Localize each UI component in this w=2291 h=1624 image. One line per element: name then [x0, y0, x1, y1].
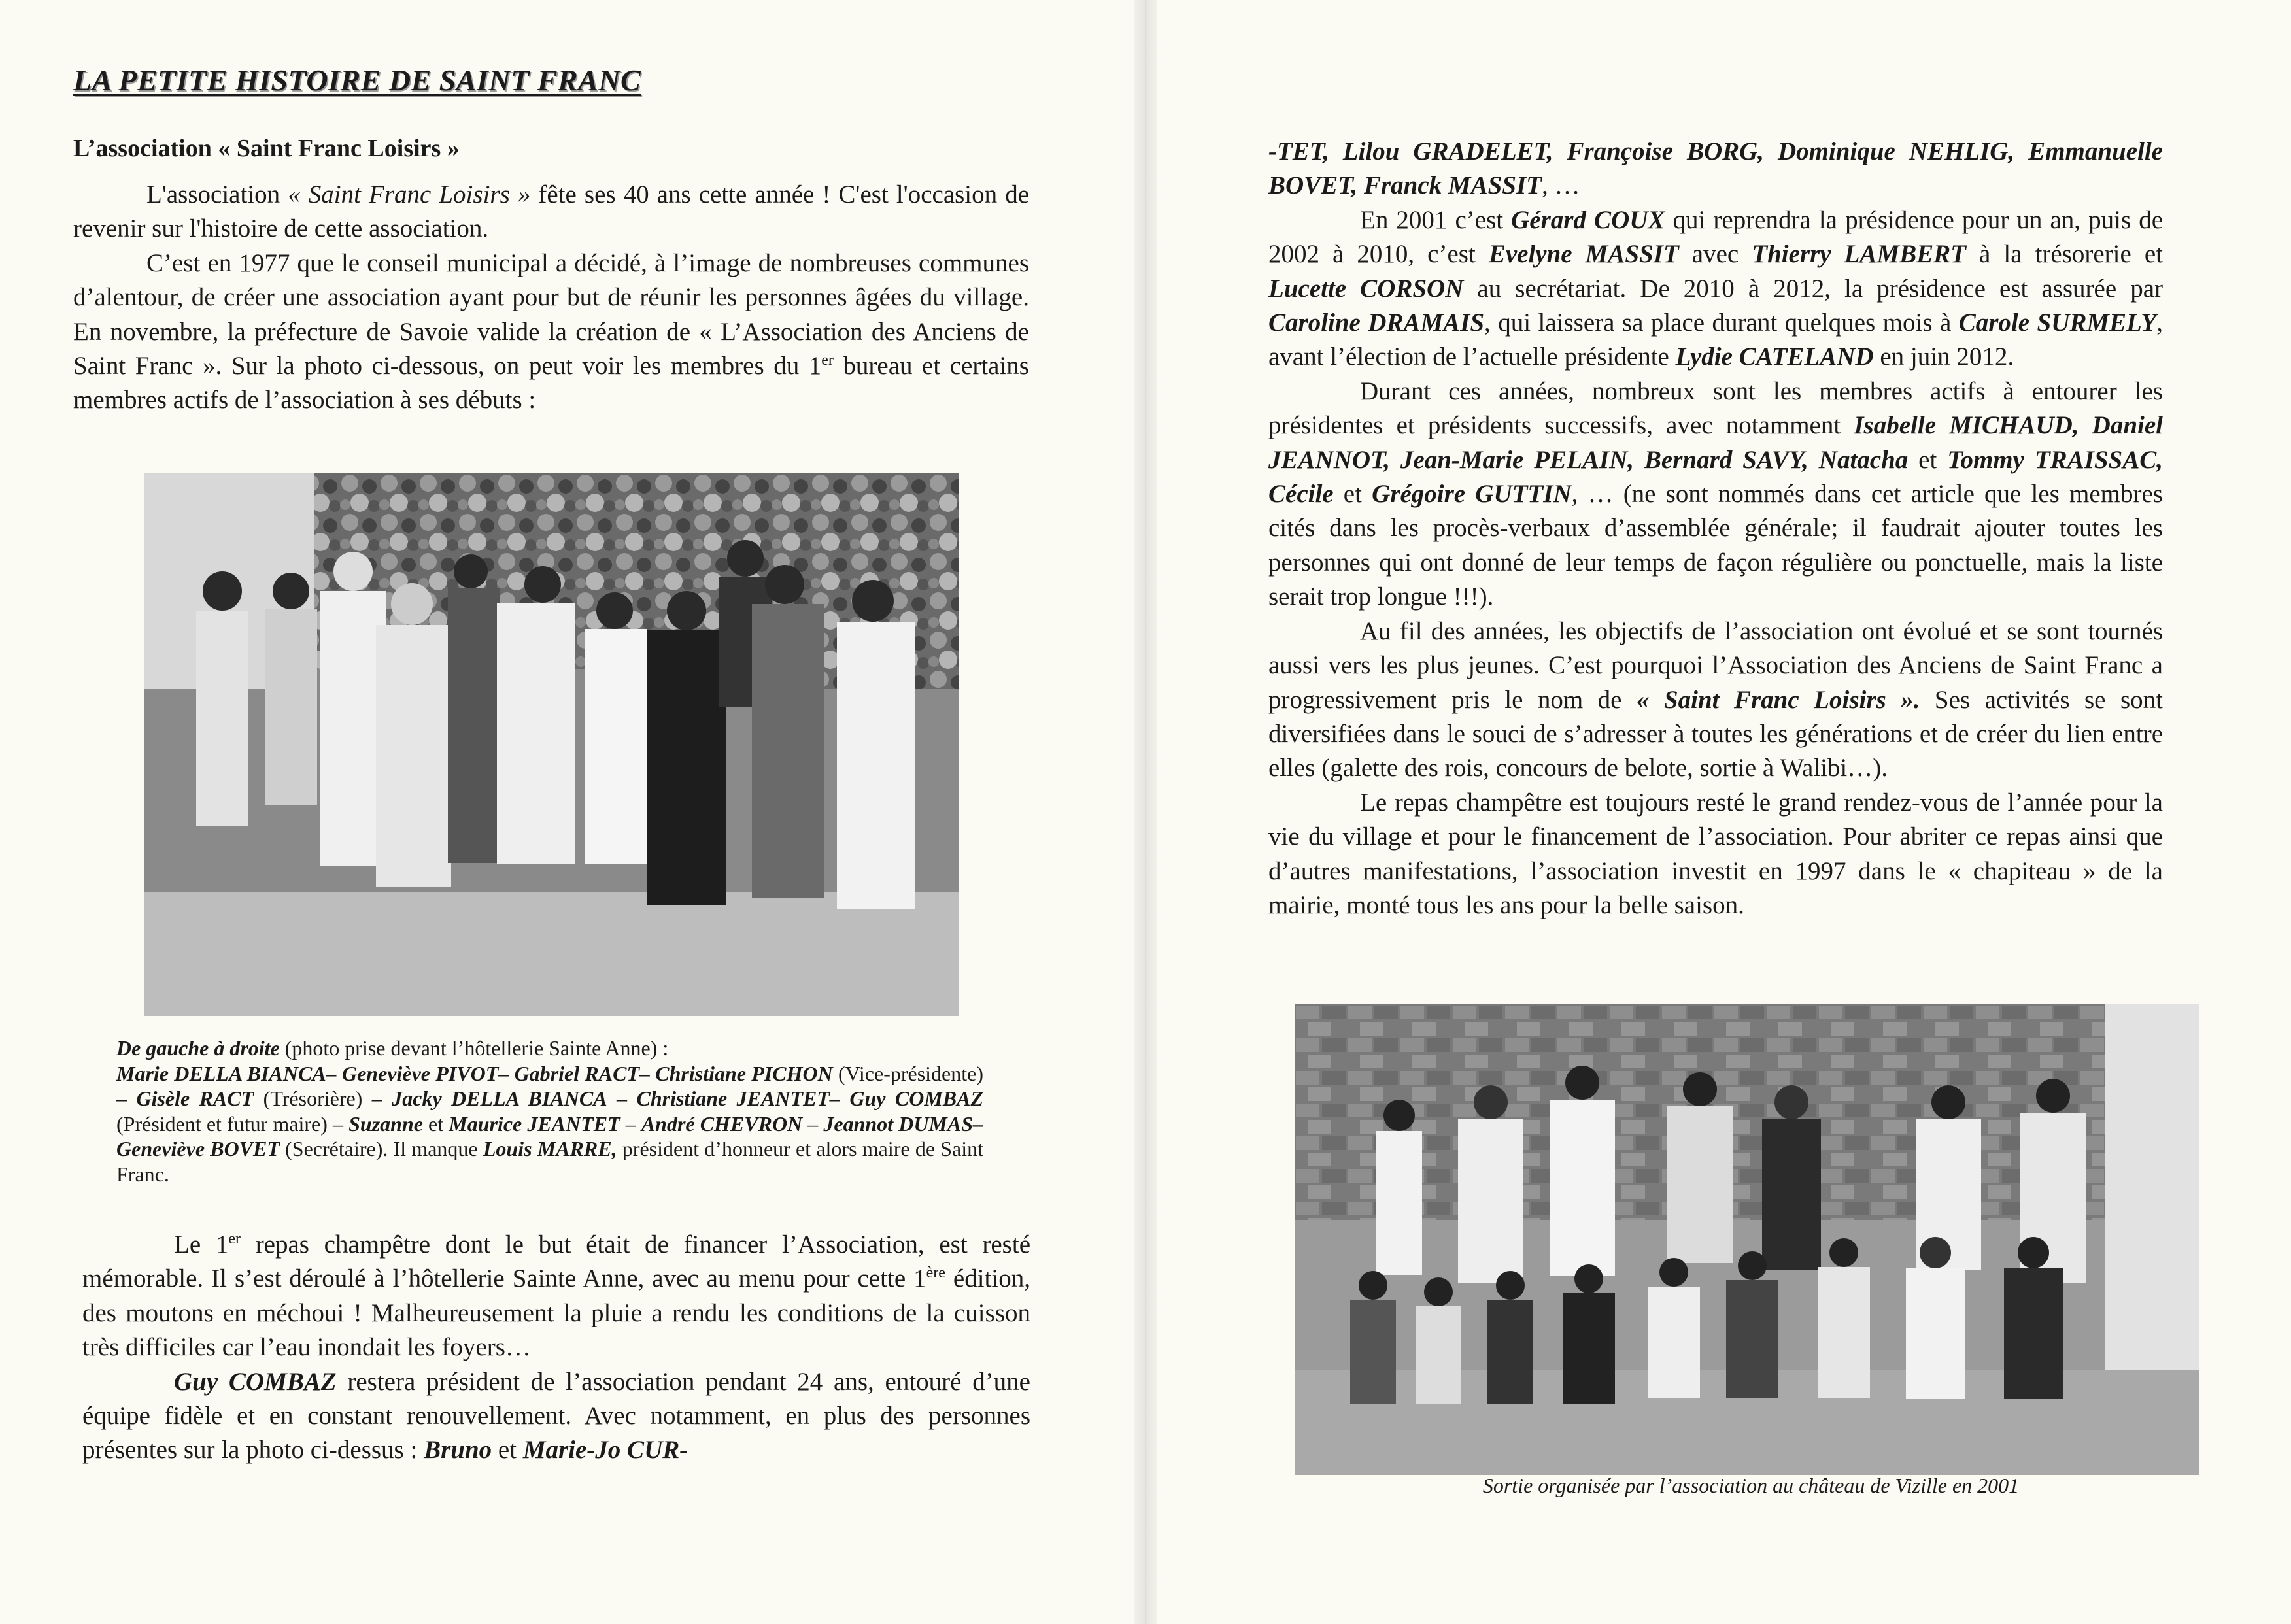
photo-caption-1977: De gauche à droite (photo prise devant l’hôtellerie Sainte Anne) : Marie DELLA BIANCA– Geneviève PIVOT– Gabriel RACT– Christiane PICHON (Vice-présidente) – Gisèle RACT (Trésorière) – Jacky DELLA BIANCA – Christiane JEANTET– Guy COMBAZ (Président et futur maire) – Suzanne et Maurice JEANTET – André CHEVRON – Jeannot DUMAS– Geneviève BOVET (Secrétaire). Il manque Louis MARRE, président d’honneur et alors maire de Saint Franc. — [116, 1036, 984, 1186]
left-text-bottom — [82, 1228, 1030, 1468]
paragraph-members: Durant ces années, nombreux sont les membres actifs à entourer les présidentes et présidents successifs, avec notamment Isabelle MICHAUD, Daniel JEANNOT, Jean-Marie PELAIN, Bernard SAVY, Natacha et Tommy TRAISSAC, Cécile et Grégoire GUTTIN, … (ne sont nommés dans cet article que les membres cités dans les procès-verbaux d’assemblée générale; il faudrait ajouter toutes les personnes qui ont donné de leur temps de façon régulière ou ponctuelle, mais la liste serait trop longue !!!). — [1268, 377, 2163, 611]
paragraph-chapiteau: Le repas champêtre est toujours resté le grand rendez-vous de l’année pour la vie du village et pour le financement de l’association. Pour abriter ce repas ainsi que d’autres manifestations, l’association investit en 1997 dans le « chapiteau » de la mairie, monté tous les ans pour la belle saison. — [1268, 788, 2163, 919]
paragraph-intro: L'association « Saint Franc Loisirs » fête ses 40 ans cette année ! C'est l'occasion de revenir sur l'histoire de cette association. — [73, 180, 1030, 243]
right-text — [1268, 135, 2163, 922]
paragraph-creation: C’est en 1977 que le conseil municipal a décidé, à l’image de nombreuses communes d’alentour, de créer une association ayant pour but de réunir les personnes âgées du village. En novembre, la préfecture de Savoie valide la création de « L’Association des Anciens de Saint Franc ». Sur la photo ci-dessous, on peut voir les membres du 1er bureau et certains membres actifs de l’association à ses débuts : — [73, 248, 1029, 414]
page-gutter — [1134, 0, 1157, 1624]
left-text-top — [73, 178, 1029, 418]
paragraph-continued-names: -TET, Lilou GRADELET, Françoise BORG, Dominique NEHLIG, Emmanuelle BOVET, Franck MASSIT, … — [1268, 137, 2163, 200]
paragraph-presidents: En 2001 c’est Gérard COUX qui reprendra la présidence pour un an, puis de 2002 à 2010, c’est Evelyne MASSIT avec Thierry LAMBERT à la trésorerie et Lucette CORSON au secrétariat. De 2010 à 2012, la présidence est assurée par Caroline DRAMAIS, qui laissera sa place durant quelques mois à Carole SURMELY, avant l’élection de l’actuelle présidente Lydie CATELAND en juin 2012. — [1268, 205, 2164, 371]
paragraph-objectives: Au fil des années, les objectifs de l’association ont évolué et se sont tournés aussi vers les plus jeunes. C’est pourquoi l’Association des Anciens de Saint Franc a progressivement pris le nom de « Saint Franc Loisirs ». Ses activités se sont diversifiées dans le souci de s’adresser à toutes les générations et de créer du lien entre elles (galette des rois, concours de belote, sortie à Walibi…). — [1268, 617, 2163, 783]
photo-caption-2001: Sortie organisée par l’association au château de Vizille en 2001 — [1482, 1474, 2020, 1497]
group-photo-1977 — [144, 473, 959, 1016]
paragraph-first-meal: Le 1er repas champêtre dont le but était de financer l’Association, est resté mémorable. Il s’est déroulé à l’hôtellerie Sainte Anne, avec au menu pour cette 1ère édition, des moutons en méchoui ! Malheureusement la pluie a rendu les conditions de la cuisson très difficiles car l’eau inondait les foyers… — [82, 1230, 1031, 1362]
section-heading: L’association « Saint Franc Loisirs » — [73, 135, 460, 162]
photo-vizille-outing — [1295, 1004, 2199, 1475]
paragraph-presidency: Guy COMBAZ restera président de l’association pendant 24 ans, entouré d’une équipe fidèle et en constant renouvellement. Avec notamment, en plus des personnes présentes sur la photo ci-dessus : Bruno et Marie-Jo CUR- — [82, 1367, 1030, 1464]
photo-first-bureau — [144, 473, 959, 1016]
group-photo-2001 — [1295, 1004, 2199, 1475]
page-title: LA PETITE HISTOIRE DE SAINT FRANC — [73, 63, 641, 97]
